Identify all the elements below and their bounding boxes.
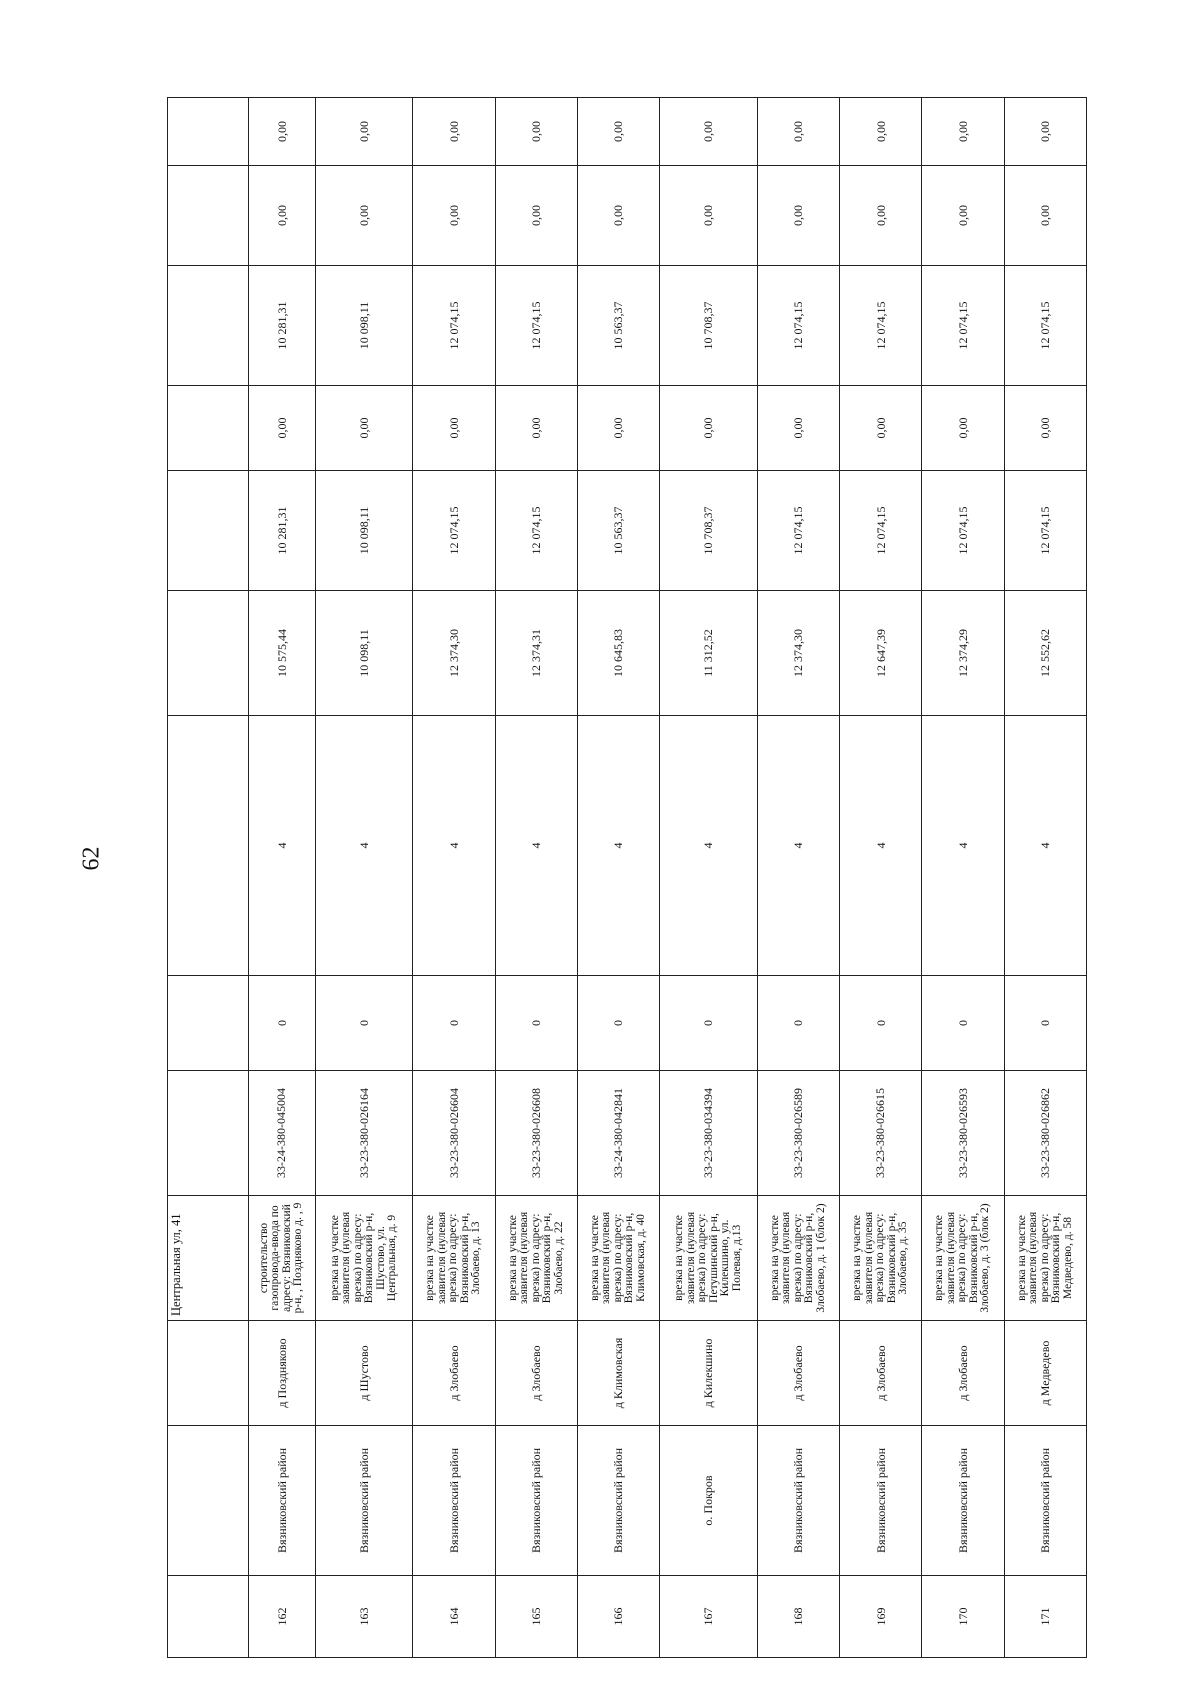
value-cell-2: 4 (315, 716, 413, 976)
table-row (249, 98, 316, 1658)
value-cell-3: 12 374,30 (758, 591, 840, 716)
row-number: 171 (1004, 1576, 1086, 1658)
value-cell-6: 10 281,31 (249, 266, 316, 386)
table-row (577, 98, 659, 1658)
value-cell-6: 12 074,15 (758, 266, 840, 386)
page-number: 62 (78, 846, 105, 871)
locality-cell: д Медведево (1004, 1321, 1086, 1426)
value-cell-8: 0,00 (758, 98, 840, 166)
header-cell-c1 (168, 976, 249, 1071)
header-row (168, 98, 249, 1658)
header-cell-c5 (168, 386, 249, 471)
locality-cell: д Злобаево (840, 1321, 922, 1426)
value-cell-1: 0 (577, 976, 659, 1071)
value-cell-8: 0,00 (840, 98, 922, 166)
cadastral-number-cell: 33-24-380-045004 (249, 1071, 316, 1196)
table-stage (167, 98, 1087, 1658)
value-cell-7: 0,00 (315, 166, 413, 266)
value-cell-4: 10 281,31 (249, 471, 316, 591)
cadastral-number-cell: 33-24-380-042841 (577, 1071, 659, 1196)
cadastral-number-cell: 33-23-380-026589 (758, 1071, 840, 1196)
table-row (922, 98, 1004, 1658)
header-cell-num (168, 1576, 249, 1658)
value-cell-8: 0,00 (1004, 98, 1086, 166)
value-cell-7: 0,00 (1004, 166, 1086, 266)
value-cell-6: 12 074,15 (413, 266, 495, 386)
header-cell-locality (168, 1321, 249, 1426)
value-cell-3: 12 552,62 (1004, 591, 1086, 716)
table-row (1004, 98, 1086, 1658)
value-cell-7: 0,00 (577, 166, 659, 266)
locality-cell: д Злобаево (413, 1321, 495, 1426)
value-cell-5: 0,00 (758, 386, 840, 471)
district-cell: Вязниковский район (840, 1426, 922, 1576)
value-cell-5: 0,00 (840, 386, 922, 471)
value-cell-2: 4 (249, 716, 316, 976)
value-cell-4: 10 098,11 (315, 471, 413, 591)
address-cell: врезка на участке заявителя (нулевая врезка) по адресу: Вязниковский р-н, Шустово, ул. Центральная, д. 9 (315, 1196, 413, 1321)
address-cell: строительство газопровода-ввода по адресу: Вязниковский р-н, , Поздняково д. , 9 (249, 1196, 316, 1321)
value-cell-6: 12 074,15 (495, 266, 577, 386)
value-cell-3: 12 374,31 (495, 591, 577, 716)
address-cell: врезка на участке заявителя (нулевая врезка) по адресу: Вязниковский р-н, Злобаево, д. 22 (495, 1196, 577, 1321)
address-cell: врезка на участке заявителя (нулевая врезка) по адресу: Вязниковский р-н, Злобаево, д. 3 (блок 2) (922, 1196, 1004, 1321)
value-cell-8: 0,00 (249, 98, 316, 166)
value-cell-1: 0 (495, 976, 577, 1071)
value-cell-6: 10 098,11 (315, 266, 413, 386)
cadastral-number-cell: 33-23-380-026593 (922, 1071, 1004, 1196)
value-cell-2: 4 (413, 716, 495, 976)
locality-cell: д Климовская (577, 1321, 659, 1426)
value-cell-2: 4 (758, 716, 840, 976)
value-cell-3: 11 312,52 (660, 591, 758, 716)
value-cell-4: 12 074,15 (922, 471, 1004, 591)
cadastral-number-cell: 33-23-380-026608 (495, 1071, 577, 1196)
value-cell-2: 4 (495, 716, 577, 976)
row-number: 168 (758, 1576, 840, 1658)
value-cell-6: 12 074,15 (1004, 266, 1086, 386)
value-cell-5: 0,00 (577, 386, 659, 471)
value-cell-4: 12 074,15 (758, 471, 840, 591)
value-cell-1: 0 (922, 976, 1004, 1071)
district-cell: Вязниковский район (315, 1426, 413, 1576)
value-cell-8: 0,00 (660, 98, 758, 166)
row-number: 166 (577, 1576, 659, 1658)
value-cell-8: 0,00 (577, 98, 659, 166)
table-row (315, 98, 413, 1658)
value-cell-6: 12 074,15 (922, 266, 1004, 386)
address-cell: врезка на участке заявителя (нулевая врезка) по адресу: Вязниковский р-н, Медведево, д. 58 (1004, 1196, 1086, 1321)
cadastral-number-cell: 33-23-380-026615 (840, 1071, 922, 1196)
table-row (840, 98, 922, 1658)
value-cell-4: 12 074,15 (495, 471, 577, 591)
value-cell-6: 10 563,37 (577, 266, 659, 386)
row-number: 170 (922, 1576, 1004, 1658)
header-cell-address: Центральная ул, 41 (168, 1196, 249, 1321)
locality-cell: д Поздняково (249, 1321, 316, 1426)
header-cell-c6 (168, 266, 249, 386)
locality-cell: д Килекшино (660, 1321, 758, 1426)
cadastral-number-cell: 33-23-380-026604 (413, 1071, 495, 1196)
district-cell: Вязниковский район (249, 1426, 316, 1576)
value-cell-8: 0,00 (315, 98, 413, 166)
district-cell: Вязниковский район (495, 1426, 577, 1576)
table-body (168, 98, 1087, 1658)
table-row (413, 98, 495, 1658)
header-cell-c8 (168, 98, 249, 166)
value-cell-2: 4 (1004, 716, 1086, 976)
data-table (167, 97, 1087, 1658)
locality-cell: д Злобаево (922, 1321, 1004, 1426)
row-number: 165 (495, 1576, 577, 1658)
address-cell: врезка на участке заявителя (нулевая врезка) по адресу: Петушинский р-н, Килекшино, ул. Полевая, д.13 (660, 1196, 758, 1321)
table-row (758, 98, 840, 1658)
value-cell-5: 0,00 (315, 386, 413, 471)
value-cell-8: 0,00 (413, 98, 495, 166)
cadastral-number-cell: 33-23-380-026862 (1004, 1071, 1086, 1196)
value-cell-7: 0,00 (413, 166, 495, 266)
value-cell-5: 0,00 (1004, 386, 1086, 471)
value-cell-4: 12 074,15 (413, 471, 495, 591)
header-cell-c2 (168, 716, 249, 976)
value-cell-8: 0,00 (922, 98, 1004, 166)
value-cell-7: 0,00 (495, 166, 577, 266)
value-cell-5: 0,00 (249, 386, 316, 471)
value-cell-4: 10 708,37 (660, 471, 758, 591)
table-row (660, 98, 758, 1658)
district-cell: Вязниковский район (922, 1426, 1004, 1576)
value-cell-4: 10 563,37 (577, 471, 659, 591)
district-cell: о. Покров (660, 1426, 758, 1576)
value-cell-3: 12 647,39 (840, 591, 922, 716)
value-cell-3: 12 374,29 (922, 591, 1004, 716)
value-cell-1: 0 (413, 976, 495, 1071)
header-cell-c7 (168, 166, 249, 266)
value-cell-7: 0,00 (922, 166, 1004, 266)
district-cell: Вязниковский район (577, 1426, 659, 1576)
address-cell: врезка на участке заявителя (нулевая врезка) по адресу: Вязниковский р-н, Климовская, д. 40 (577, 1196, 659, 1321)
row-number: 167 (660, 1576, 758, 1658)
row-number: 169 (840, 1576, 922, 1658)
header-cell-c3 (168, 591, 249, 716)
value-cell-2: 4 (922, 716, 1004, 976)
table-row (495, 98, 577, 1658)
address-cell: врезка на участке заявителя (нулевая врезка) по адресу: Вязниковский р-н, Злобаево, д. 13 (413, 1196, 495, 1321)
value-cell-7: 0,00 (249, 166, 316, 266)
value-cell-4: 12 074,15 (840, 471, 922, 591)
cadastral-number-cell: 33-23-380-034394 (660, 1071, 758, 1196)
value-cell-1: 0 (1004, 976, 1086, 1071)
value-cell-4: 12 074,15 (1004, 471, 1086, 591)
value-cell-1: 0 (315, 976, 413, 1071)
value-cell-2: 4 (660, 716, 758, 976)
district-cell: Вязниковский район (758, 1426, 840, 1576)
row-number: 163 (315, 1576, 413, 1658)
value-cell-5: 0,00 (413, 386, 495, 471)
header-cell-c4 (168, 471, 249, 591)
value-cell-3: 10 098,11 (315, 591, 413, 716)
district-cell: Вязниковский район (1004, 1426, 1086, 1576)
value-cell-1: 0 (249, 976, 316, 1071)
value-cell-1: 0 (660, 976, 758, 1071)
value-cell-7: 0,00 (660, 166, 758, 266)
value-cell-2: 4 (577, 716, 659, 976)
address-cell: врезка на участке заявителя (нулевая врезка) по адресу: Вязниковский р-н, Злобаево, д. 35 (840, 1196, 922, 1321)
address-cell: врезка на участке заявителя (нулевая врезка) по адресу: Вязниковский р-н, Злобаево, д. 1 (блок 2) (758, 1196, 840, 1321)
value-cell-3: 12 374,30 (413, 591, 495, 716)
value-cell-3: 10 575,44 (249, 591, 316, 716)
value-cell-6: 12 074,15 (840, 266, 922, 386)
value-cell-8: 0,00 (495, 98, 577, 166)
value-cell-7: 0,00 (758, 166, 840, 266)
value-cell-2: 4 (840, 716, 922, 976)
header-cell-district (168, 1426, 249, 1576)
value-cell-3: 10 645,83 (577, 591, 659, 716)
value-cell-1: 0 (840, 976, 922, 1071)
cadastral-number-cell: 33-23-380-026164 (315, 1071, 413, 1196)
locality-cell: д Шустово (315, 1321, 413, 1426)
value-cell-6: 10 708,37 (660, 266, 758, 386)
value-cell-5: 0,00 (660, 386, 758, 471)
header-cell-cadastral (168, 1071, 249, 1196)
value-cell-1: 0 (758, 976, 840, 1071)
row-number: 162 (249, 1576, 316, 1658)
locality-cell: д Злобаево (495, 1321, 577, 1426)
district-cell: Вязниковский район (413, 1426, 495, 1576)
value-cell-5: 0,00 (495, 386, 577, 471)
locality-cell: д Злобаево (758, 1321, 840, 1426)
value-cell-7: 0,00 (840, 166, 922, 266)
rotated-table-wrapper (167, 98, 1087, 1658)
row-number: 164 (413, 1576, 495, 1658)
value-cell-5: 0,00 (922, 386, 1004, 471)
